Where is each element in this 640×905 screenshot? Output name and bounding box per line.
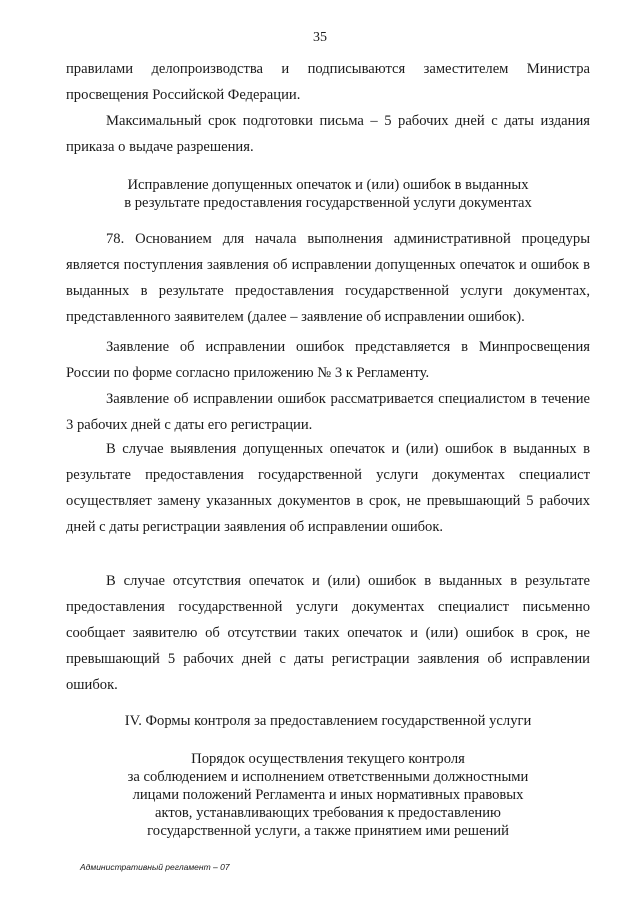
subsection-title-line: Порядок осуществления текущего контроля	[191, 751, 465, 767]
subsection-title-line: государственной услуги, а также принятием ими решений	[147, 823, 509, 839]
paragraph-text: Заявление об исправлении ошибок рассматривается специалистом в течение 3 рабочих дней с даты его регистрации.	[66, 391, 590, 433]
subsection-title-line: за соблюдением и исполнением ответственными должностными	[127, 769, 529, 785]
subsection-title	[66, 750, 590, 840]
paragraph-review	[66, 386, 590, 438]
section-title	[66, 176, 590, 212]
chapter-title: IV. Формы контроля за предоставлением государственной услуги	[124, 713, 532, 729]
paragraph-deadline	[66, 108, 590, 160]
paragraph-errors-absent	[66, 568, 590, 698]
paragraph-text: В случае выявления допущенных опечаток и (или) ошибок в выданных в результате предоставления государственной услуги документах специалист осуществляет замену указанных документов в срок, не превышающий 5 рабочих дней с даты регистрации заявления об исправлении ошибок.	[66, 441, 590, 535]
paragraph-submit	[66, 334, 590, 386]
section-title-line: в результате предоставления государственной услуги документах	[124, 195, 532, 211]
paragraph-text: правилами делопроизводства и подписываются заместителем Министра просвещения Российской Федерации.	[66, 61, 590, 103]
paragraph-text: 78. Основанием для начала выполнения административной процедуры является поступления заявления об исправлении допущенных опечаток и ошибок в выданных в результате предоставления государственной услуги документах, представленного заявителем (далее – заявление об исправлении ошибок).	[66, 231, 590, 325]
subsection-title-line: лицами положений Регламента и иных нормативных правовых	[132, 787, 524, 803]
paragraph-78	[66, 226, 590, 330]
paragraph-text: Заявление об исправлении ошибок представляется в Минпросвещения России по форме согласно приложению № 3 к Регламенту.	[66, 339, 590, 381]
paragraph-errors-found	[66, 436, 590, 540]
page-number: 35	[313, 30, 327, 45]
paragraph-text: В случае отсутствия опечаток и (или) ошибок в выданных в результате предоставления государственной услуги документах специалист письменно сообщает заявителю об отсутствии таких опечаток и (или) ошибок в срок, не превышающий 5 рабочих дней с даты регистрации заявления об исправлении ошибок.	[66, 573, 590, 693]
section-title-line: Исправление допущенных опечаток и (или) ошибок в выданных	[127, 177, 529, 193]
paragraph-text: Максимальный срок подготовки письма – 5 рабочих дней с даты издания приказа о выдаче разрешения.	[66, 113, 590, 155]
subsection-title-line: актов, устанавливающих требования к предоставлению	[155, 805, 501, 821]
paragraph-continuation	[66, 56, 590, 108]
page-footer: Административный регламент – 07	[80, 862, 230, 872]
